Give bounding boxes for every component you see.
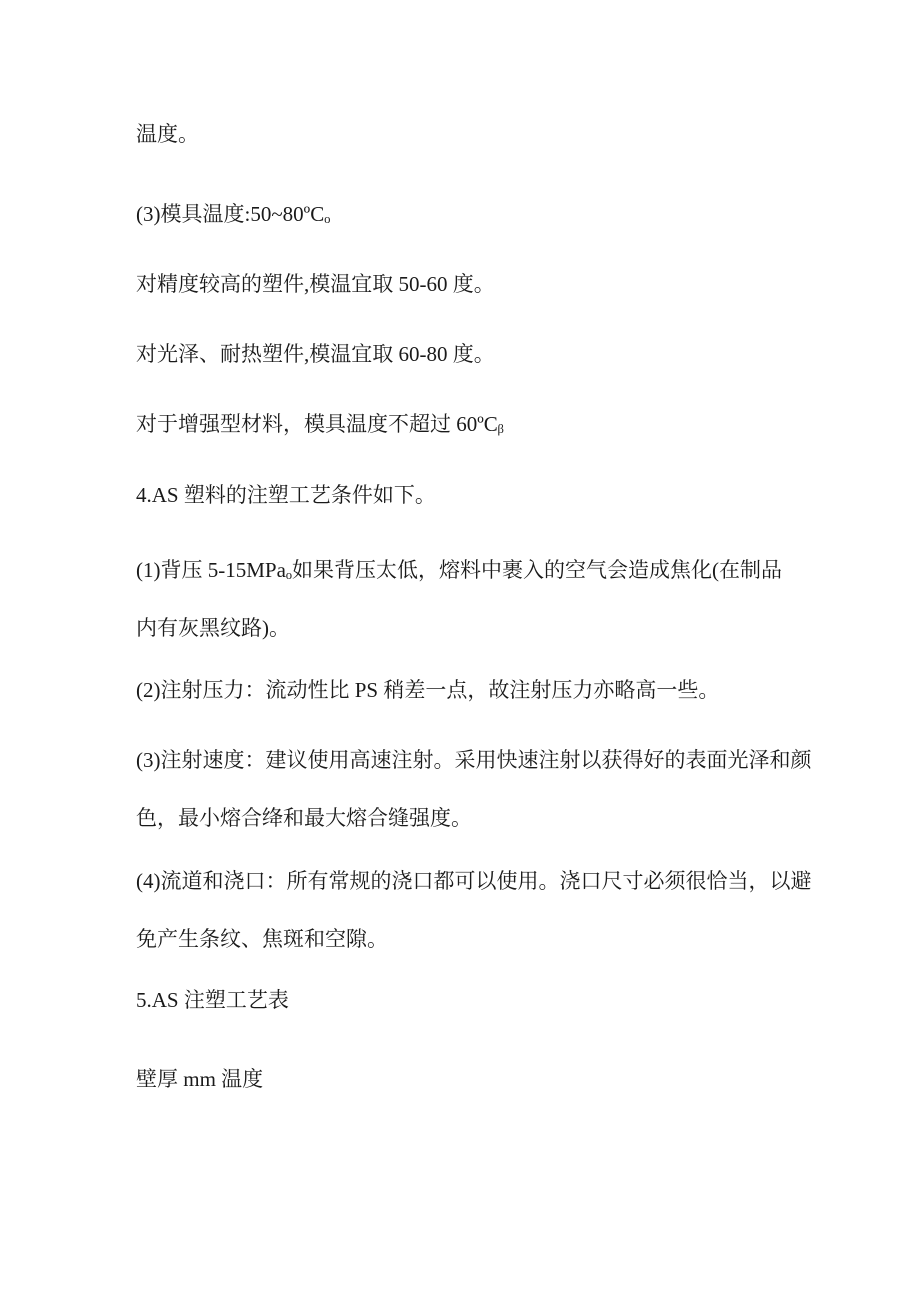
paragraph-mold-temperature: [136, 185, 796, 243]
text-line: (2)注射压力：流动性比 PS 稍差一点，故注射压力亦略高一些。: [136, 678, 720, 702]
text-line: 4.AS 塑料的注塑工艺条件如下。: [136, 483, 436, 507]
paragraph-injection-speed: [136, 731, 812, 847]
paragraph-back-pressure: [136, 541, 796, 657]
text-line: 对于增强型材料，模具温度不超过 60ºCᵦ: [136, 412, 504, 436]
text-line: 色，最小熔合绛和最大熔合缝强度。: [136, 806, 472, 830]
text-line: 5.AS 注塑工艺表: [136, 988, 289, 1012]
text-line: 免产生条纹、焦斑和空隙。: [136, 927, 388, 951]
paragraph-reinforced-material: [136, 395, 796, 453]
paragraph-gloss-heat-parts: [136, 325, 796, 383]
paragraph-injection-pressure: [136, 661, 796, 719]
text-line: (1)背压 5-15MPaₒ如果背压太低，熔料中裹入的空气会造成焦化(在制品: [136, 558, 782, 582]
text-line: 对精度较高的塑件,模温宜取 50-60 度。: [136, 272, 495, 296]
text-line: 内有灰黑纹路)。: [136, 616, 290, 640]
text-line: (3)模具温度:50~80ºCₒ: [136, 202, 331, 226]
paragraph-runner-gate: [136, 852, 812, 968]
text-line: (3)注射速度：建议使用高速注射。采用快速注射以获得好的表面光泽和颜: [136, 748, 812, 772]
text-line: 温度。: [136, 122, 199, 146]
text-line: (4)流道和浇口：所有常规的浇口都可以使用。浇口尺寸必须很恰当，以避: [136, 869, 812, 893]
table-header-wall-thickness: [136, 1050, 796, 1108]
heading-as-molding-conditions: [136, 466, 796, 524]
heading-as-process-table: [136, 971, 796, 1029]
paragraph-temperature-end: [136, 105, 796, 163]
text-line: 壁厚 mm 温度: [136, 1067, 264, 1091]
paragraph-precision-parts: [136, 255, 796, 313]
text-line: 对光泽、耐热塑件,模温宜取 60-80 度。: [136, 342, 495, 366]
